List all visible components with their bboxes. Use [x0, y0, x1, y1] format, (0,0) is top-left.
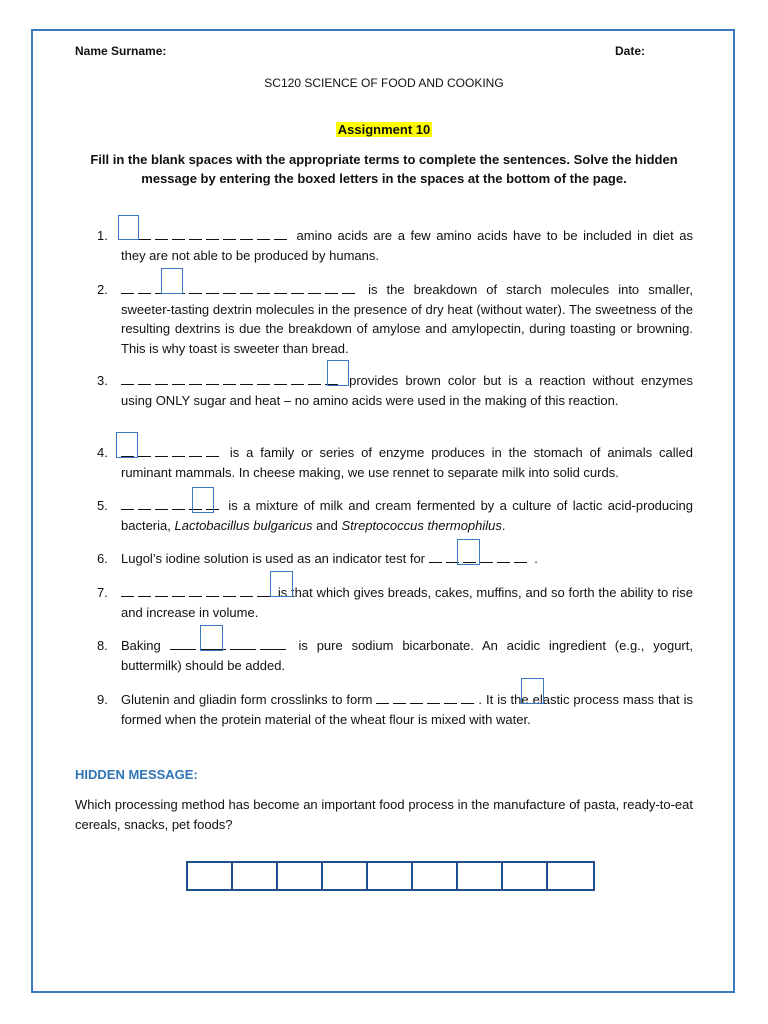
blank-line[interactable] — [138, 280, 151, 294]
blank-line[interactable] — [121, 496, 134, 510]
question-number: 9. — [97, 692, 108, 707]
question-number: 2. — [97, 282, 108, 297]
letter-box[interactable] — [521, 678, 544, 704]
blank-line[interactable] — [189, 280, 202, 294]
question-3 — [97, 371, 693, 410]
question-4 — [97, 443, 693, 482]
question-text: is that which gives breads, cakes, muffins, and so forth the ability to rise and increase in volume. — [121, 585, 693, 620]
blank-line[interactable] — [257, 226, 270, 240]
answer-cell[interactable] — [458, 863, 503, 889]
blank-line[interactable] — [223, 583, 236, 597]
answer-cell[interactable] — [188, 863, 233, 889]
blank-line[interactable] — [155, 496, 168, 510]
blank-line[interactable] — [206, 583, 219, 597]
blank-line[interactable] — [274, 280, 287, 294]
question-number: 4. — [97, 445, 108, 460]
question-6 — [97, 549, 693, 569]
answer-cell[interactable] — [368, 863, 413, 889]
hidden-message-title: HIDDEN MESSAGE: — [75, 767, 198, 782]
question-text: is a mixture of milk and cream fermented by a culture of lactic acid-producing bacteria, — [121, 498, 693, 533]
blank-line[interactable] — [189, 226, 202, 240]
blank-line[interactable] — [170, 636, 196, 650]
blank-line[interactable] — [308, 371, 321, 385]
question-text: Lugol’s iodine solution is used as an indicator test for — [121, 551, 426, 566]
question-text: amino acids are a few amino acids have to be included in diet as they are not able to be produced by humans. — [121, 228, 693, 263]
assignment-title — [0, 121, 768, 139]
question-7 — [97, 583, 693, 622]
blank-line[interactable] — [480, 549, 493, 563]
question-number: 7. — [97, 585, 108, 600]
answer-cell[interactable] — [233, 863, 278, 889]
letter-box[interactable] — [118, 215, 139, 240]
blank-line[interactable] — [172, 496, 185, 510]
hidden-message-question: Which processing method has become an important food process in the manufacture of pasta, ready-to-eat cereals, snacks, pet foods? — [75, 797, 693, 832]
instructions: Fill in the blank spaces with the appropriate terms to complete the sentences. Solve the hidden message by entering the boxed letters in the spaces at the bottom of the page. — [90, 152, 678, 186]
question-number: 1. — [97, 228, 108, 243]
blank-line[interactable] — [138, 496, 151, 510]
blank-line[interactable] — [410, 690, 423, 704]
blank-line[interactable] — [138, 443, 151, 457]
blank-line[interactable] — [274, 371, 287, 385]
blank-line[interactable] — [429, 549, 442, 563]
blank-line[interactable] — [206, 371, 219, 385]
question-text: is a family or series of enzyme produces in the stomach of animals called ruminant mammals. In cheese making, we use rennet to separate milk into solid curds. — [121, 445, 693, 480]
blank-line[interactable] — [257, 280, 270, 294]
question-number: 6. — [97, 551, 108, 566]
blank-line[interactable] — [461, 690, 474, 704]
question-2 — [97, 280, 693, 358]
question-text: provides brown color but is a reaction without enzymes using ONLY sugar and heat – no amino acids were used in the making of this reaction. — [121, 373, 693, 408]
blank-line[interactable] — [172, 443, 185, 457]
hidden-message-answer-row — [186, 861, 595, 891]
blank-line[interactable] — [444, 690, 457, 704]
question-text: . It is the elastic process mass that is formed when the protein material of the wheat flour is mixed with water. — [121, 692, 693, 727]
letter-box[interactable] — [161, 268, 183, 294]
blank-line[interactable] — [121, 371, 134, 385]
blank-line[interactable] — [189, 371, 202, 385]
question-text: is the breakdown of starch molecules into smaller, sweeter-tasting dextrin molecules in the presence of dry heat (without water). The sweetness of the resulting dextrins is due the breakdown of amylose and amylopectin, during toasting or browning. This is why toast is sweeter than bread. — [121, 282, 693, 356]
answer-blanks[interactable] — [121, 282, 359, 297]
answer-blanks[interactable] — [170, 638, 290, 653]
date-label: Date: — [615, 44, 646, 58]
blank-line[interactable] — [172, 371, 185, 385]
blank-line[interactable] — [291, 280, 304, 294]
blank-line[interactable] — [138, 583, 151, 597]
blank-line[interactable] — [342, 280, 355, 294]
blank-line[interactable] — [240, 583, 253, 597]
letter-box[interactable] — [200, 625, 223, 651]
blank-line[interactable] — [155, 583, 168, 597]
blank-line[interactable] — [206, 443, 219, 457]
blank-line[interactable] — [206, 280, 219, 294]
blank-line[interactable] — [155, 371, 168, 385]
bacteria-name-1: Lactobacillus bulgaricus — [174, 517, 313, 533]
blank-line[interactable] — [291, 371, 304, 385]
blank-line[interactable] — [274, 226, 287, 240]
blank-line[interactable] — [257, 371, 270, 385]
question-1 — [97, 226, 693, 265]
question-9 — [97, 690, 693, 729]
blank-line[interactable] — [376, 690, 389, 704]
blank-line[interactable] — [393, 690, 406, 704]
blank-line[interactable] — [121, 280, 134, 294]
answer-cell[interactable] — [503, 863, 548, 889]
answer-cell[interactable] — [278, 863, 323, 889]
question-number: 8. — [97, 638, 108, 653]
blank-line[interactable] — [230, 636, 256, 650]
blank-line[interactable] — [308, 280, 321, 294]
blank-line[interactable] — [257, 583, 270, 597]
blank-line[interactable] — [138, 226, 151, 240]
question-text: is pure sodium bicarbonate. An acidic ingredient (e.g., yogurt, buttermilk) should be added. — [121, 638, 693, 673]
blank-line[interactable] — [240, 280, 253, 294]
blank-line[interactable] — [497, 549, 510, 563]
letter-box[interactable] — [270, 571, 293, 597]
question-prefix: Glutenin and gliadin form crosslinks to form — [121, 692, 373, 707]
blank-line[interactable] — [189, 443, 202, 457]
blank-line[interactable] — [223, 226, 236, 240]
blank-line[interactable] — [240, 371, 253, 385]
blank-line[interactable] — [223, 280, 236, 294]
question-8 — [97, 636, 693, 675]
letter-box[interactable] — [327, 360, 349, 386]
blank-line[interactable] — [206, 226, 219, 240]
blank-line[interactable] — [155, 443, 168, 457]
answer-blanks[interactable] — [121, 585, 274, 600]
bacteria-name-2: Streptococcus thermophilus — [341, 517, 502, 533]
blank-line[interactable] — [514, 549, 527, 563]
blank-line[interactable] — [121, 583, 134, 597]
answer-blanks[interactable] — [121, 228, 291, 243]
blank-line[interactable] — [223, 371, 236, 385]
question-number: 5. — [97, 498, 108, 513]
blank-line[interactable] — [172, 226, 185, 240]
blank-line[interactable] — [427, 690, 440, 704]
name-surname-label: Name Surname: — [75, 44, 167, 58]
answer-cell[interactable] — [323, 863, 368, 889]
blank-line[interactable] — [325, 280, 338, 294]
blank-line[interactable] — [155, 226, 168, 240]
answer-cell[interactable] — [413, 863, 458, 889]
blank-line[interactable] — [189, 583, 202, 597]
blank-line[interactable] — [260, 636, 286, 650]
blank-line[interactable] — [240, 226, 253, 240]
answer-cell[interactable] — [548, 863, 593, 889]
question-5 — [97, 496, 693, 535]
period: . — [534, 551, 538, 566]
answer-blanks[interactable] — [121, 373, 342, 388]
blank-line[interactable] — [138, 371, 151, 385]
question-number: 3. — [97, 373, 108, 388]
letter-box[interactable] — [457, 539, 480, 565]
letter-box[interactable] — [192, 487, 214, 513]
answer-blanks[interactable] — [376, 692, 478, 707]
blank-line[interactable] — [172, 583, 185, 597]
question-prefix: Baking — [121, 638, 161, 653]
assignment-title-text: Assignment 10 — [337, 122, 431, 137]
course-title: SC120 SCIENCE OF FOOD AND COOKING — [264, 76, 504, 90]
and-word: and — [316, 517, 338, 533]
period: . — [501, 517, 506, 533]
letter-box[interactable] — [116, 432, 138, 458]
